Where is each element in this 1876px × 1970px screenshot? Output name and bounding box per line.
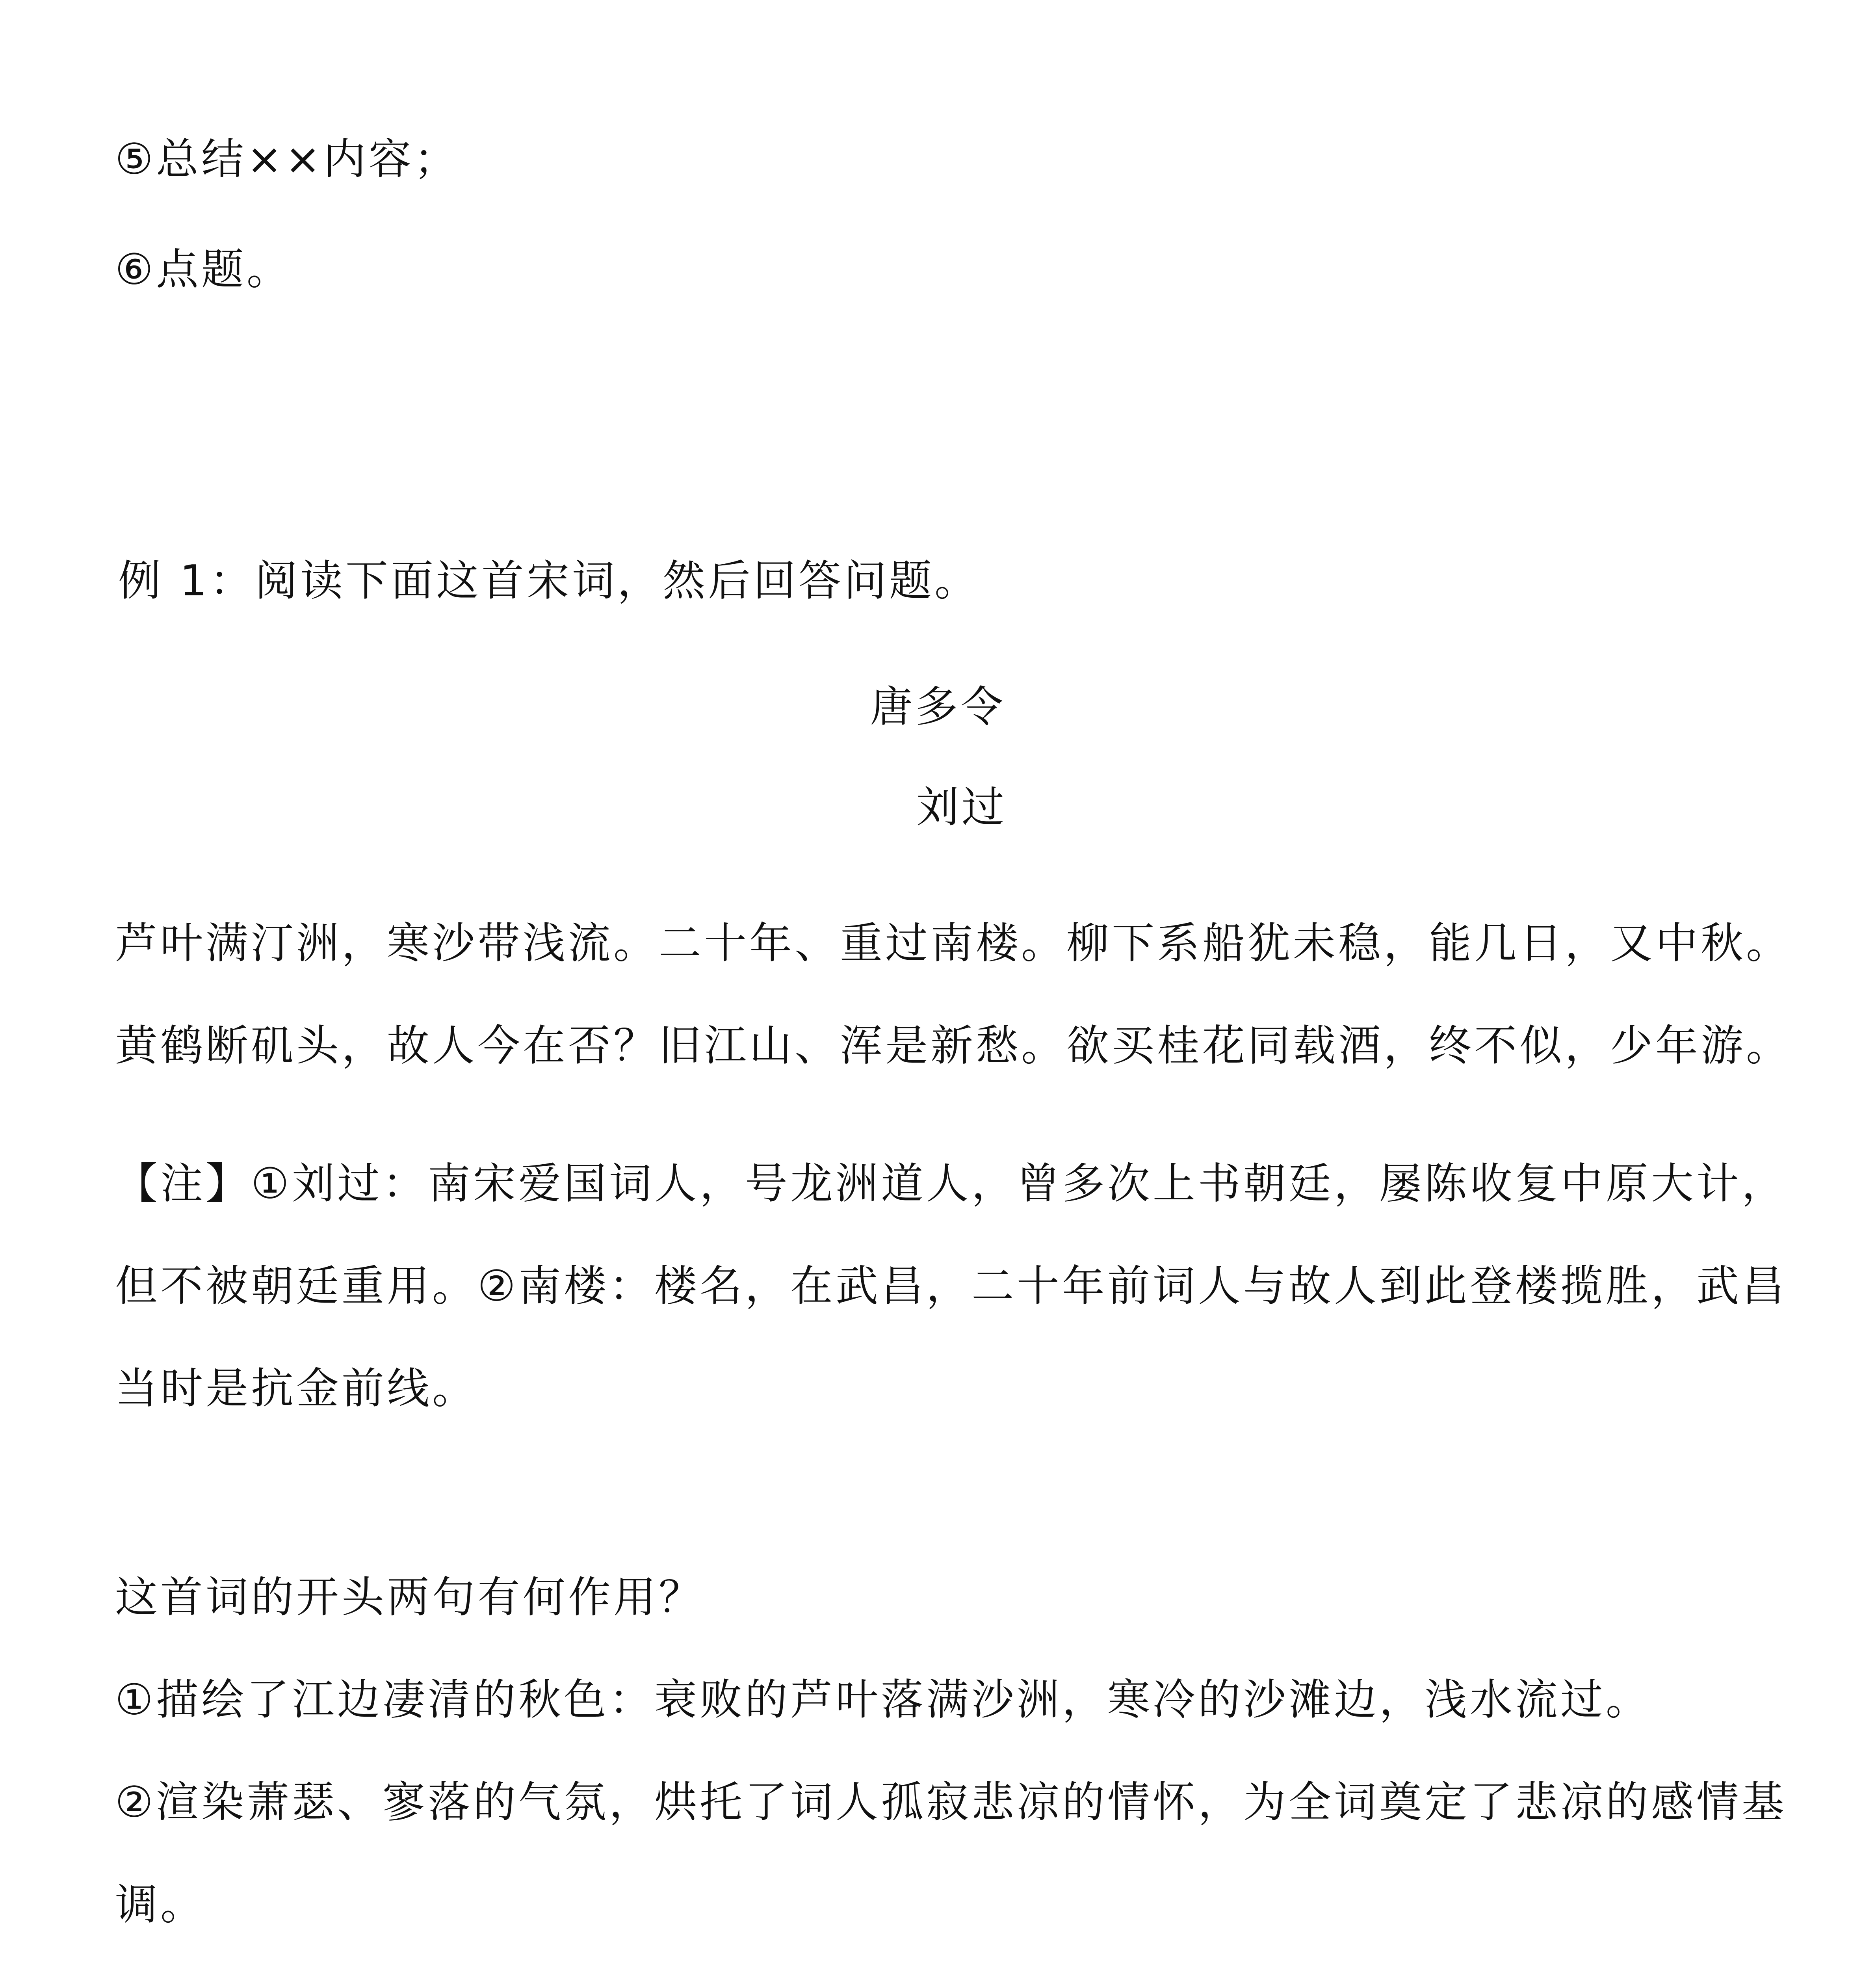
list-item-summarize: ⑤总结××内容； (115, 135, 459, 184)
poem-title: 唐多令 (870, 682, 1006, 732)
note-line-1: 【注】①刘过：南宋爱国词人，号龙洲道人，曾多次上书朝廷，屡陈收复中原大计， (115, 1159, 1787, 1208)
note-line-2: 但不被朝廷重用。②南楼：楼名，在武昌，二十年前词人与故人到此登楼揽胜，武昌 (115, 1262, 1787, 1311)
answer-1: ①描绘了江边凄清的秋色：衰败的芦叶落满沙洲，寒冷的沙滩边，浅水流过。 (115, 1675, 1651, 1725)
answer-2-continued: 调。 (115, 1880, 206, 1929)
poem-line-2: 黄鹤断矶头，故人今在否？旧江山、浑是新愁。欲买桂花同载酒，终不似，少年游。 (115, 1021, 1792, 1070)
note-line-3: 当时是抗金前线。 (115, 1364, 478, 1413)
question: 这首词的开头两句有何作用？ (115, 1573, 704, 1622)
poem-author: 刘过 (916, 783, 1007, 832)
list-item-point-title: ⑥点题。 (115, 245, 292, 294)
example-intro: 例 1：阅读下面这首宋词，然后回答问题。 (118, 556, 980, 606)
poem-line-1: 芦叶满汀洲，寒沙带浅流。二十年、重过南楼。柳下系船犹未稳，能几日，又中秋。 (115, 919, 1792, 968)
answer-2: ②渲染萧瑟、寥落的气氛，烘托了词人孤寂悲凉的情怀，为全词奠定了悲凉的感情基 (115, 1778, 1787, 1827)
